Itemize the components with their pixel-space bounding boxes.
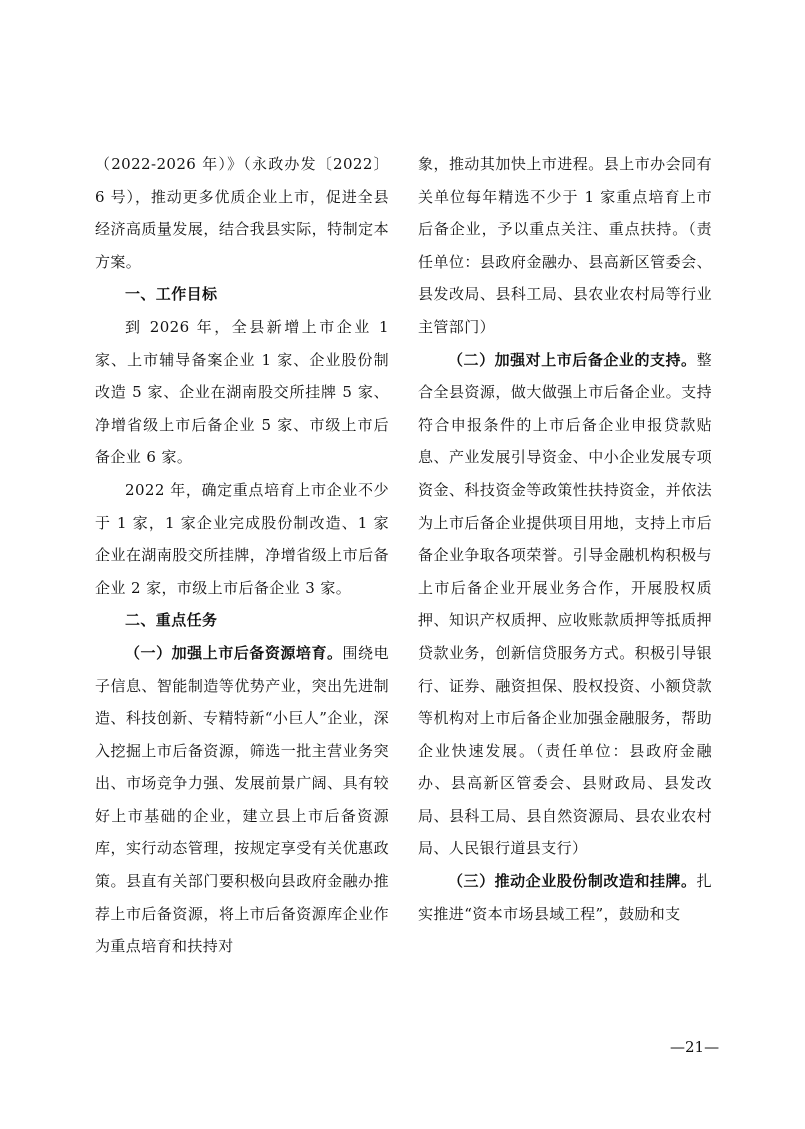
task-2-body: 整合全县资源，做大做强上市后备企业。支持符合申报条件的上市后备企业申报贷款贴息、产业发展引导资金、中小企业发展专项资金、科技资金等政策性扶持资金，并依法为上市后备企业提供项目用地，支持上市后备企业争取各项荣誉。引导金融机构积极与上市后备企业开展业务合作，开展股权质押、知识产权质押、应收账款质押等抵质押贷款业务，创新信贷服务方式。积极引导银行、证券、融资担保、股权投资、小额贷款等机构对上市后备企业加强金融服务，帮助企业快速发展。（责任单位：县政府金融办、县高新区管委会、县财政局、县发改局、县科工局、县自然资源局、县农业农村局、人民银行道县支行） <box>418 350 712 858</box>
heading-work-goals: 一、工作目标 <box>125 285 218 304</box>
paragraph-goals-2026: 到 2026 年，全县新增上市企业 1 家、上市辅导备案企业 1 家、企业股份制改造 5 家、企业在湖南股交所挂牌 5 家、净增省级上市后备企业 5 家、市级上市后备企业 6 家。 <box>95 317 389 467</box>
task-1-body: 围绕电子信息、智能制造等优势产业，突出先进制造、科技创新、专精特新“小巨人”企业，深入挖掘上市后备资源，筛选一批主营业务突出、市场竞争力强、发展前景广阔、具有较好上市基础的企业，建立县上市后备资源库，实行动态管理，按规定享受有关优惠政策。县直有关部门要积极向县政府金融办推荐上市后备资源，将上市后备资源库企业作为重点培育和扶持对 <box>95 643 389 956</box>
heading-key-tasks: 二、重点任务 <box>125 611 218 630</box>
paragraph-intro-end: （2022-2026 年）》（永政办发〔2022〕6 号），推动更多优质企业上市，促进全县经济高质量发展，结合我县实际，特制定本方案。 <box>95 155 389 271</box>
paragraph-task-1-cont: 象，推动其加快上市进程。县上市办会同有关单位每年精选不少于 1 家重点培育上市后备企业，予以重点关注、重点扶持。（责任单位：县政府金融办、县高新区管委会、县发改局、县科工局、县农业农村局等行业主管部门） <box>418 155 712 336</box>
task-1-title: （一）加强上市后备资源培育。 <box>125 643 343 662</box>
task-3-body: 扎实推进“资本市场县域工程”，鼓励和支 <box>418 872 712 923</box>
task-2-title: （二）加强对上市后备企业的支持。 <box>448 350 697 369</box>
paragraph-task-3 <box>418 865 712 930</box>
task-3-title: （三）推动企业股份制改造和挂牌。 <box>448 872 697 891</box>
right-column <box>418 148 712 930</box>
paragraph-task-2 <box>418 344 712 866</box>
paragraph-task-1 <box>95 637 389 963</box>
page-number: —21— <box>670 1038 720 1056</box>
left-column <box>95 148 389 963</box>
paragraph-goals-2022: 2022 年，确定重点培育上市企业不少于 1 家，1 家企业完成股份制改造、1 家企业在湖南股交所挂牌，净增省级上市后备企业 2 家，市级上市后备企业 3 家。 <box>95 480 389 597</box>
